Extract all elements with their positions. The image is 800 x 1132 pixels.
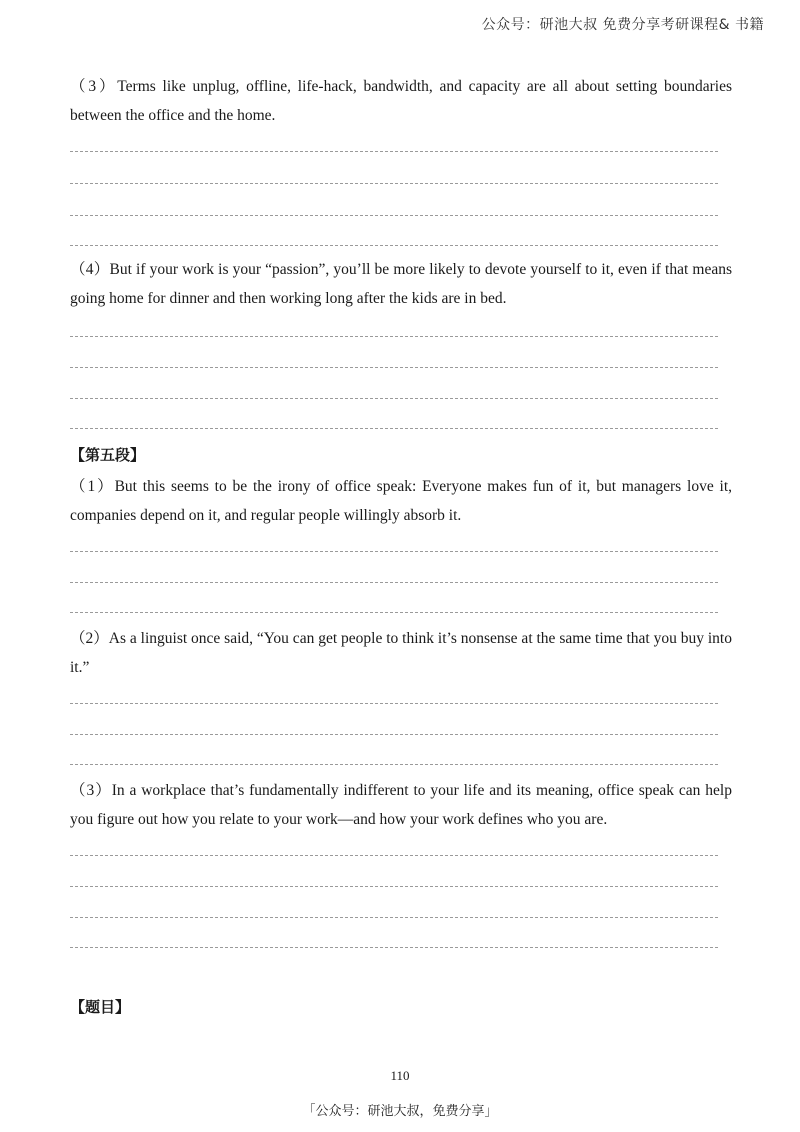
sentence-paragraph: [70, 255, 732, 313]
answer-line: [70, 886, 718, 887]
answer-line: [70, 703, 718, 704]
sentence-text: In a workplace that’s fundamentally indifferent to your life and its meaning, office speak can help you figure out how you relate to your work—and how your work defines who you are.: [70, 782, 732, 828]
answer-line: [70, 551, 718, 552]
sentence-text: But if your work is your “passion”, you’ll be more likely to devote yourself to it, even if that means going home for dinner and then working long after the kids are in bed.: [70, 261, 732, 307]
page-header: 公众号：研池大叔 免费分享考研课程& 书籍: [481, 17, 764, 33]
section-heading: 【题目】: [70, 998, 131, 1016]
answer-line: [70, 917, 718, 918]
sentence-paragraph: [70, 624, 732, 682]
sentence-paragraph: [70, 72, 732, 130]
answer-line: [70, 398, 718, 399]
answer-line: [70, 947, 718, 948]
answer-line: [70, 245, 718, 246]
answer-line: [70, 428, 718, 429]
sentence-number: （1）: [70, 478, 115, 495]
sentence-number: （3）: [70, 78, 118, 95]
answer-line: [70, 612, 718, 613]
answer-line: [70, 151, 718, 152]
answer-line: [70, 582, 718, 583]
answer-line: [70, 336, 718, 337]
sentence-text: Terms like unplug, offline, life-hack, bandwidth, and capacity are all about setting boundaries between the office and the home.: [70, 78, 732, 124]
page-number: 110: [390, 1068, 410, 1083]
page-footer: 「公众号：研池大叔，免费分享」: [302, 1104, 498, 1119]
sentence-paragraph: [70, 472, 732, 530]
sentence-number: （2）: [70, 630, 109, 647]
sentence-text: But this seems to be the irony of office speak: Everyone makes fun of it, but managers love it, companies depend on it, and regular people willingly absorb it.: [70, 478, 732, 524]
answer-line: [70, 367, 718, 368]
sentence-paragraph: [70, 776, 732, 834]
sentence-number: （3）: [70, 782, 112, 799]
answer-line: [70, 183, 718, 184]
sentence-text: As a linguist once said, “You can get people to think it’s nonsense at the same time that you buy into it.”: [70, 630, 732, 676]
answer-line: [70, 764, 718, 765]
answer-line: [70, 855, 718, 856]
answer-line: [70, 215, 718, 216]
answer-line: [70, 734, 718, 735]
section-heading: 【第五段】: [70, 446, 146, 464]
sentence-number: （4）: [70, 261, 110, 278]
